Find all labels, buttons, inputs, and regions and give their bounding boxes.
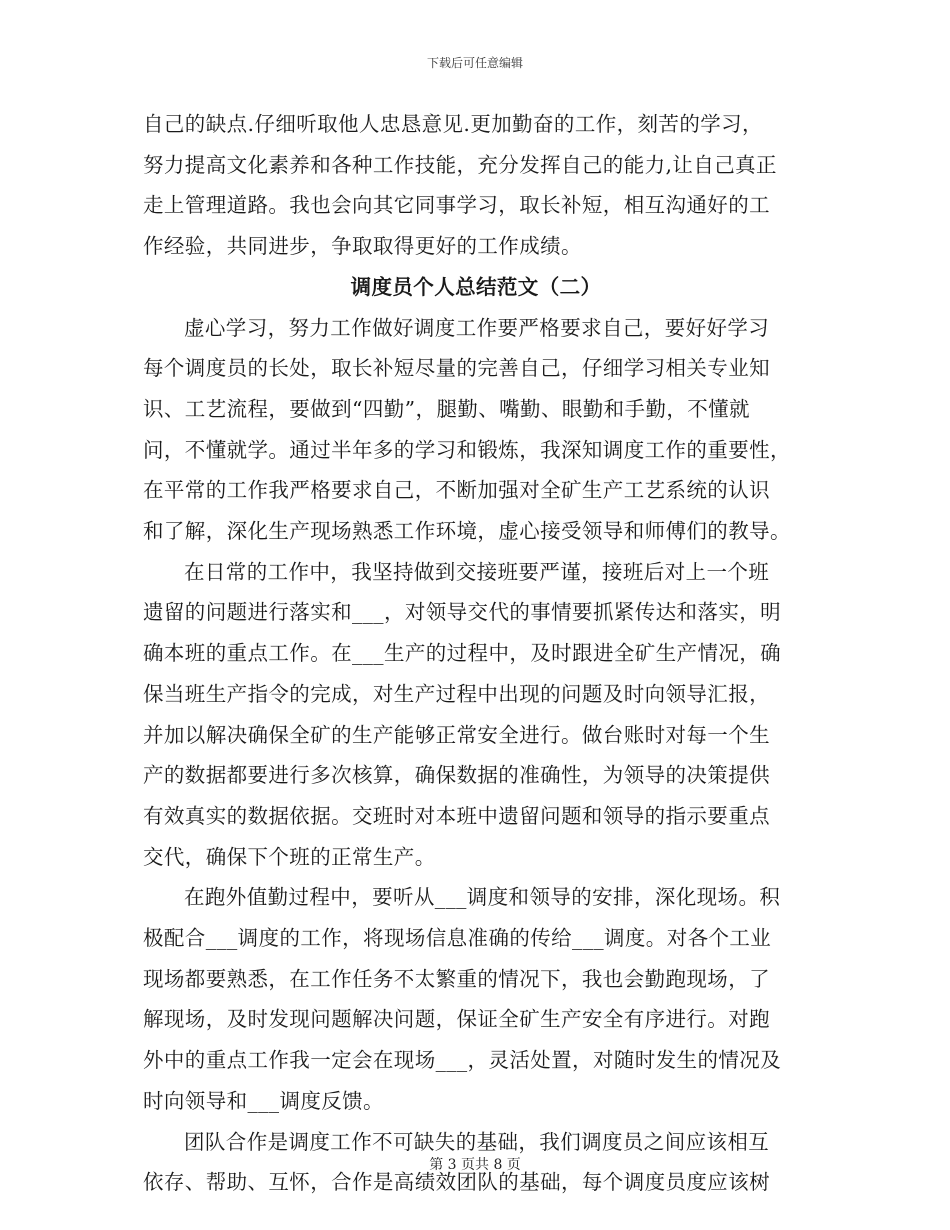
continuation-paragraph: 自己的缺点.仔细听取他人忠恳意见.更加勤奋的工作，刻苦的学习， 努力提高文化素养和各种工作技能，充分发挥自己的能力,让自己真正 走上管理道路。我也会向其它同事学习，取长补短，相互沟通好的工 作经验，共同进步，争取取得更好的工作成绩。 bbox=[143, 112, 777, 259]
paragraph-2: 在日常的工作中，我坚持做到交接班要严谨，接班后对上一个班 遗留的问题进行落实和___，对领导交代的事情要抓紧传达和落实，明 确本班的重点工作。在___生产的过程中，及时跟进全矿生产情况，确 保当班生产指令的完成，对生产过程中出现的问题及时向领导汇报， 并加以解决确保全矿的生产能够正常安全进行。做台账时对每一个生 产的数据都要进行多次核算，确保数据的准确性，为领导的决策提供 有效真实的数据依据。交班时对本班中遗留问题和领导的指示要重点 交代，确保下个班的正常生产。 bbox=[143, 559, 782, 869]
paragraph-1: 虚心学习，努力工作做好调度工作要严格要求自己，要好好学习 每个调度员的长处，取长补短尽量的完善自己，仔细学习相关专业知 识、工艺流程，要做到“四勤”，腿勤、嘴勤、眼勤和手勤，不懂就 问，不懂就学。通过半年多的学习和锻炼，我深知调度工作的重要性， 在平常的工作我严格要求自己，不断加强对全矿生产工艺系统的认识 和了解，深化生产现场熟悉工作环境，虚心接受领导和师傅们的教导。 bbox=[143, 315, 791, 544]
page-number: 第 3 页共 8 页 bbox=[429, 1157, 521, 1173]
paragraph-4: 团队合作是调度工作不可缺失的基础，我们调度员之间应该相互 依存、帮助、互怀，合作是高绩效团队的基础，每个调度员度应该树 bbox=[143, 1129, 770, 1195]
page-header-note: 下载后可任意编辑 bbox=[426, 56, 523, 70]
paragraph-3: 在跑外值勤过程中，要听从___调度和领导的安排，深化现场。积 极配合___调度的工作，将现场信息准确的传给___调度。对各个工业 现场都要熟悉，在工作任务不太繁重的情况下，我也会勤跑现场，了 解现场，及时发现问题解决问题，保证全矿生产安全有序进行。对跑 外中的重点工作我一定会在现场___，灵活处置，对随时发生的情况及 时向领导和___调度反馈。 bbox=[143, 885, 782, 1113]
document-body bbox=[143, 104, 809, 1203]
section-title: 调度员个人总结范文（二） bbox=[350, 274, 602, 299]
